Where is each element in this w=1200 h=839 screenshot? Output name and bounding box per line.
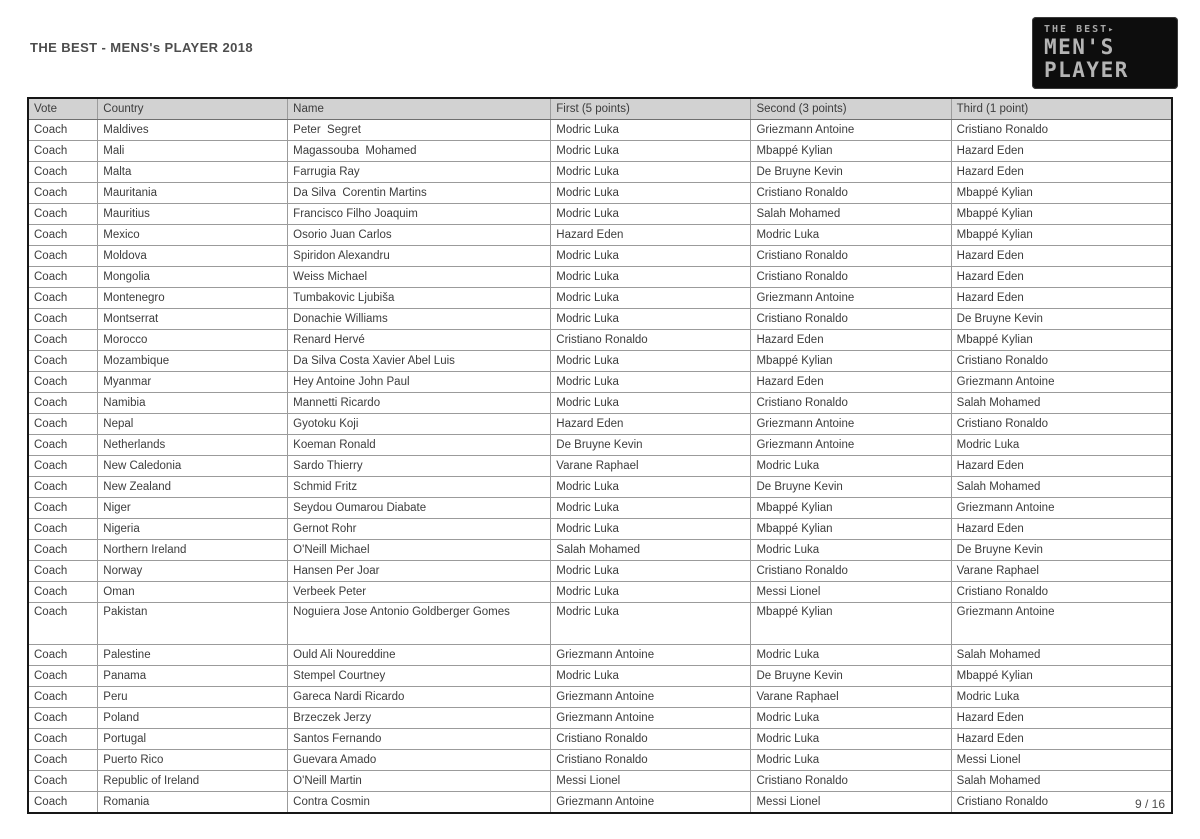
table-cell-name: Hey Antoine John Paul [288,372,551,393]
logo-line-player: PLAYER [1044,57,1129,82]
table-cell-country: Mauritius [98,204,288,225]
table-cell-vote: Coach [28,729,98,750]
table-cell-second: De Bruyne Kevin [751,477,951,498]
table-row [28,225,1172,246]
votes-table-body [28,120,1172,814]
table-cell-first: Modric Luka [551,393,751,414]
table-cell-first: Cristiano Ronaldo [551,330,751,351]
table-cell-vote: Coach [28,519,98,540]
table-cell-name: Da Silva Costa Xavier Abel Luis [288,351,551,372]
page-title: THE BEST - MENS's PLAYER 2018 [30,40,253,55]
table-cell-second: Modric Luka [751,729,951,750]
table-cell-second: Griezmann Antoine [751,414,951,435]
table-cell-second: Salah Mohamed [751,204,951,225]
table-cell-second: Hazard Eden [751,330,951,351]
table-cell-country: Pakistan [98,603,288,645]
table-cell-first: Modric Luka [551,288,751,309]
table-row [28,393,1172,414]
table-cell-first: Modric Luka [551,582,751,603]
table-cell-country: Netherlands [98,435,288,456]
table-cell-first: Modric Luka [551,204,751,225]
table-cell-third: Griezmann Antoine [951,372,1172,393]
table-cell-third: Salah Mohamed [951,477,1172,498]
table-cell-country: New Zealand [98,477,288,498]
table-cell-vote: Coach [28,540,98,561]
table-cell-second: Modric Luka [751,540,951,561]
table-cell-third: De Bruyne Kevin [951,540,1172,561]
table-cell-third: Salah Mohamed [951,393,1172,414]
table-cell-second: Cristiano Ronaldo [751,309,951,330]
table-cell-first: Modric Luka [551,498,751,519]
table-cell-first: Modric Luka [551,141,751,162]
table-cell-second: Cristiano Ronaldo [751,393,951,414]
table-cell-name: Spiridon Alexandru [288,246,551,267]
table-cell-country: Oman [98,582,288,603]
table-cell-country: Namibia [98,393,288,414]
table-cell-vote: Coach [28,351,98,372]
table-cell-third: De Bruyne Kevin [951,309,1172,330]
table-cell-name: Da Silva Corentin Martins [288,183,551,204]
table-cell-first: Griezmann Antoine [551,645,751,666]
table-cell-name: Peter Segret [288,120,551,141]
table-cell-third: Mbappé Kylian [951,183,1172,204]
table-cell-country: Portugal [98,729,288,750]
table-cell-third: Mbappé Kylian [951,666,1172,687]
table-cell-second: Hazard Eden [751,372,951,393]
table-cell-vote: Coach [28,687,98,708]
table-cell-second: De Bruyne Kevin [751,666,951,687]
table-cell-first: Modric Luka [551,372,751,393]
page-indicator: 9 / 16 [1134,797,1165,811]
table-cell-third: Hazard Eden [951,456,1172,477]
table-row [28,183,1172,204]
table-cell-name: Tumbakovic Ljubiša [288,288,551,309]
table-cell-first: Modric Luka [551,120,751,141]
table-cell-first: Modric Luka [551,561,751,582]
table-row [28,519,1172,540]
table-row [28,288,1172,309]
table-cell-third: Cristiano Ronaldo [951,414,1172,435]
table-cell-first: Modric Luka [551,477,751,498]
table-cell-name: Noguiera Jose Antonio Goldberger Gomes [288,603,551,645]
table-cell-second: Varane Raphael [751,687,951,708]
table-cell-vote: Coach [28,645,98,666]
table-cell-vote: Coach [28,372,98,393]
table-cell-third: Modric Luka [951,435,1172,456]
table-cell-name: Seydou Oumarou Diabate [288,498,551,519]
table-cell-second: Mbappé Kylian [751,141,951,162]
table-cell-country: Morocco [98,330,288,351]
table-cell-country: Montserrat [98,309,288,330]
table-cell-name: O'Neill Michael [288,540,551,561]
table-row [28,330,1172,351]
table-cell-vote: Coach [28,456,98,477]
table-cell-second: Modric Luka [751,750,951,771]
table-cell-name: Verbeek Peter [288,582,551,603]
table-cell-first: Modric Luka [551,246,751,267]
table-cell-vote: Coach [28,750,98,771]
table-cell-third: Hazard Eden [951,729,1172,750]
table-row [28,414,1172,435]
table-cell-vote: Coach [28,246,98,267]
table-row [28,582,1172,603]
column-header-first: First (5 points) [551,98,751,120]
table-cell-name: Gyotoku Koji [288,414,551,435]
table-cell-second: Messi Lionel [751,792,951,814]
table-cell-vote: Coach [28,666,98,687]
table-cell-first: Messi Lionel [551,771,751,792]
table-cell-name: Stempel Courtney [288,666,551,687]
table-cell-third: Cristiano Ronaldo [951,120,1172,141]
table-row [28,750,1172,771]
table-cell-third: Modric Luka [951,687,1172,708]
table-row [28,645,1172,666]
table-cell-second: Mbappé Kylian [751,351,951,372]
table-cell-name: Francisco Filho Joaquim [288,204,551,225]
table-cell-country: Norway [98,561,288,582]
table-row [28,687,1172,708]
table-cell-second: Cristiano Ronaldo [751,246,951,267]
table-cell-country: Mongolia [98,267,288,288]
table-row [28,456,1172,477]
table-row [28,120,1172,141]
table-cell-name: Contra Cosmin [288,792,551,814]
table-row [28,204,1172,225]
table-cell-first: Varane Raphael [551,456,751,477]
table-cell-vote: Coach [28,162,98,183]
table-cell-country: Niger [98,498,288,519]
table-cell-first: Griezmann Antoine [551,792,751,814]
table-row [28,246,1172,267]
table-cell-third: Mbappé Kylian [951,330,1172,351]
table-cell-third: Hazard Eden [951,246,1172,267]
table-cell-country: Mexico [98,225,288,246]
table-cell-country: Maldives [98,120,288,141]
column-header-name: Name [288,98,551,120]
table-cell-name: Ould Ali Noureddine [288,645,551,666]
table-cell-first: Modric Luka [551,267,751,288]
table-row [28,477,1172,498]
table-cell-country: Montenegro [98,288,288,309]
table-cell-second: Griezmann Antoine [751,120,951,141]
table-row [28,603,1172,645]
table-row [28,498,1172,519]
table-cell-name: Farrugia Ray [288,162,551,183]
table-cell-vote: Coach [28,561,98,582]
table-cell-name: Hansen Per Joar [288,561,551,582]
table-cell-vote: Coach [28,225,98,246]
table-cell-name: Sardo Thierry [288,456,551,477]
table-cell-country: Puerto Rico [98,750,288,771]
table-cell-name: Schmid Fritz [288,477,551,498]
table-cell-vote: Coach [28,498,98,519]
table-cell-country: Republic of Ireland [98,771,288,792]
table-cell-third: Messi Lionel [951,750,1172,771]
table-row [28,540,1172,561]
table-cell-first: Modric Luka [551,351,751,372]
table-cell-country: Nigeria [98,519,288,540]
table-row [28,309,1172,330]
table-cell-third: Griezmann Antoine [951,603,1172,645]
table-cell-country: Peru [98,687,288,708]
column-header-vote: Vote [28,98,98,120]
table-cell-first: Salah Mohamed [551,540,751,561]
table-cell-second: Cristiano Ronaldo [751,267,951,288]
table-cell-second: Modric Luka [751,225,951,246]
table-cell-second: Modric Luka [751,456,951,477]
table-row [28,372,1172,393]
table-cell-third: Varane Raphael [951,561,1172,582]
table-row [28,435,1172,456]
table-cell-country: Palestine [98,645,288,666]
table-cell-name: Guevara Amado [288,750,551,771]
table-cell-vote: Coach [28,435,98,456]
table-cell-vote: Coach [28,393,98,414]
table-cell-third: Hazard Eden [951,162,1172,183]
table-cell-third: Mbappé Kylian [951,225,1172,246]
table-cell-country: Poland [98,708,288,729]
table-row [28,561,1172,582]
table-cell-name: Donachie Williams [288,309,551,330]
table-cell-country: Moldova [98,246,288,267]
table-cell-name: Brzeczek Jerzy [288,708,551,729]
table-cell-first: Hazard Eden [551,414,751,435]
table-row [28,267,1172,288]
table-cell-third: Griezmann Antoine [951,498,1172,519]
table-cell-second: Cristiano Ronaldo [751,771,951,792]
table-cell-second: De Bruyne Kevin [751,162,951,183]
table-cell-third: Mbappé Kylian [951,204,1172,225]
play-arrow-icon: ▸ [1108,25,1114,35]
table-cell-second: Mbappé Kylian [751,603,951,645]
table-cell-name: Mannetti Ricardo [288,393,551,414]
table-cell-third: Cristiano Ronaldo [951,351,1172,372]
table-row [28,729,1172,750]
table-row [28,666,1172,687]
table-cell-second: Cristiano Ronaldo [751,183,951,204]
table-cell-second: Modric Luka [751,645,951,666]
table-cell-name: Gareca Nardi Ricardo [288,687,551,708]
table-cell-country: Northern Ireland [98,540,288,561]
table-cell-third: Cristiano Ronaldo [951,792,1172,814]
table-cell-vote: Coach [28,183,98,204]
table-cell-vote: Coach [28,330,98,351]
table-cell-name: Koeman Ronald [288,435,551,456]
table-cell-vote: Coach [28,309,98,330]
table-cell-country: Mozambique [98,351,288,372]
table-cell-vote: Coach [28,771,98,792]
table-cell-second: Griezmann Antoine [751,435,951,456]
table-cell-country: Nepal [98,414,288,435]
table-cell-name: Santos Fernando [288,729,551,750]
column-header-third: Third (1 point) [951,98,1172,120]
table-cell-vote: Coach [28,708,98,729]
table-cell-first: Hazard Eden [551,225,751,246]
column-header-second: Second (3 points) [751,98,951,120]
table-cell-second: Mbappé Kylian [751,519,951,540]
table-cell-vote: Coach [28,792,98,814]
table-cell-vote: Coach [28,477,98,498]
table-cell-vote: Coach [28,267,98,288]
table-cell-first: Cristiano Ronaldo [551,729,751,750]
table-cell-vote: Coach [28,414,98,435]
table-cell-second: Modric Luka [751,708,951,729]
table-cell-third: Hazard Eden [951,141,1172,162]
table-cell-vote: Coach [28,141,98,162]
table-cell-first: Modric Luka [551,603,751,645]
table-header-row [28,98,1172,120]
table-cell-name: Magassouba Mohamed [288,141,551,162]
the-best-mens-player-logo [1032,17,1178,89]
table-cell-country: Mali [98,141,288,162]
table-cell-first: Modric Luka [551,519,751,540]
table-cell-country: Malta [98,162,288,183]
logo-line-mens: MEN'S [1044,34,1115,59]
table-cell-country: Mauritania [98,183,288,204]
table-row [28,351,1172,372]
table-row [28,162,1172,183]
table-row [28,141,1172,162]
table-cell-first: Modric Luka [551,309,751,330]
logo-top-line: THE BEST▸ [1044,24,1114,35]
table-cell-second: Messi Lionel [751,582,951,603]
table-cell-first: Griezmann Antoine [551,687,751,708]
table-row [28,792,1172,814]
table-cell-name: Renard Hervé [288,330,551,351]
table-cell-third: Hazard Eden [951,519,1172,540]
table-cell-name: Gernot Rohr [288,519,551,540]
table-cell-third: Hazard Eden [951,267,1172,288]
table-cell-name: Weiss Michael [288,267,551,288]
table-cell-country: Romania [98,792,288,814]
table-cell-first: Modric Luka [551,666,751,687]
table-cell-country: Myanmar [98,372,288,393]
table-cell-first: Modric Luka [551,162,751,183]
table-cell-second: Griezmann Antoine [751,288,951,309]
table-cell-name: O'Neill Martin [288,771,551,792]
table-cell-vote: Coach [28,582,98,603]
table-cell-second: Cristiano Ronaldo [751,561,951,582]
table-cell-vote: Coach [28,603,98,645]
table-cell-first: Cristiano Ronaldo [551,750,751,771]
table-cell-country: Panama [98,666,288,687]
table-cell-vote: Coach [28,288,98,309]
table-cell-second: Mbappé Kylian [751,498,951,519]
table-cell-country: New Caledonia [98,456,288,477]
table-cell-third: Hazard Eden [951,708,1172,729]
votes-table [27,97,1173,814]
column-header-country: Country [98,98,288,120]
table-cell-name: Osorio Juan Carlos [288,225,551,246]
table-cell-first: Modric Luka [551,183,751,204]
table-cell-third: Salah Mohamed [951,771,1172,792]
table-cell-vote: Coach [28,120,98,141]
table-cell-third: Cristiano Ronaldo [951,582,1172,603]
table-row [28,771,1172,792]
table-row [28,708,1172,729]
table-cell-third: Salah Mohamed [951,645,1172,666]
table-cell-vote: Coach [28,204,98,225]
table-cell-first: Griezmann Antoine [551,708,751,729]
table-cell-first: De Bruyne Kevin [551,435,751,456]
table-cell-third: Hazard Eden [951,288,1172,309]
